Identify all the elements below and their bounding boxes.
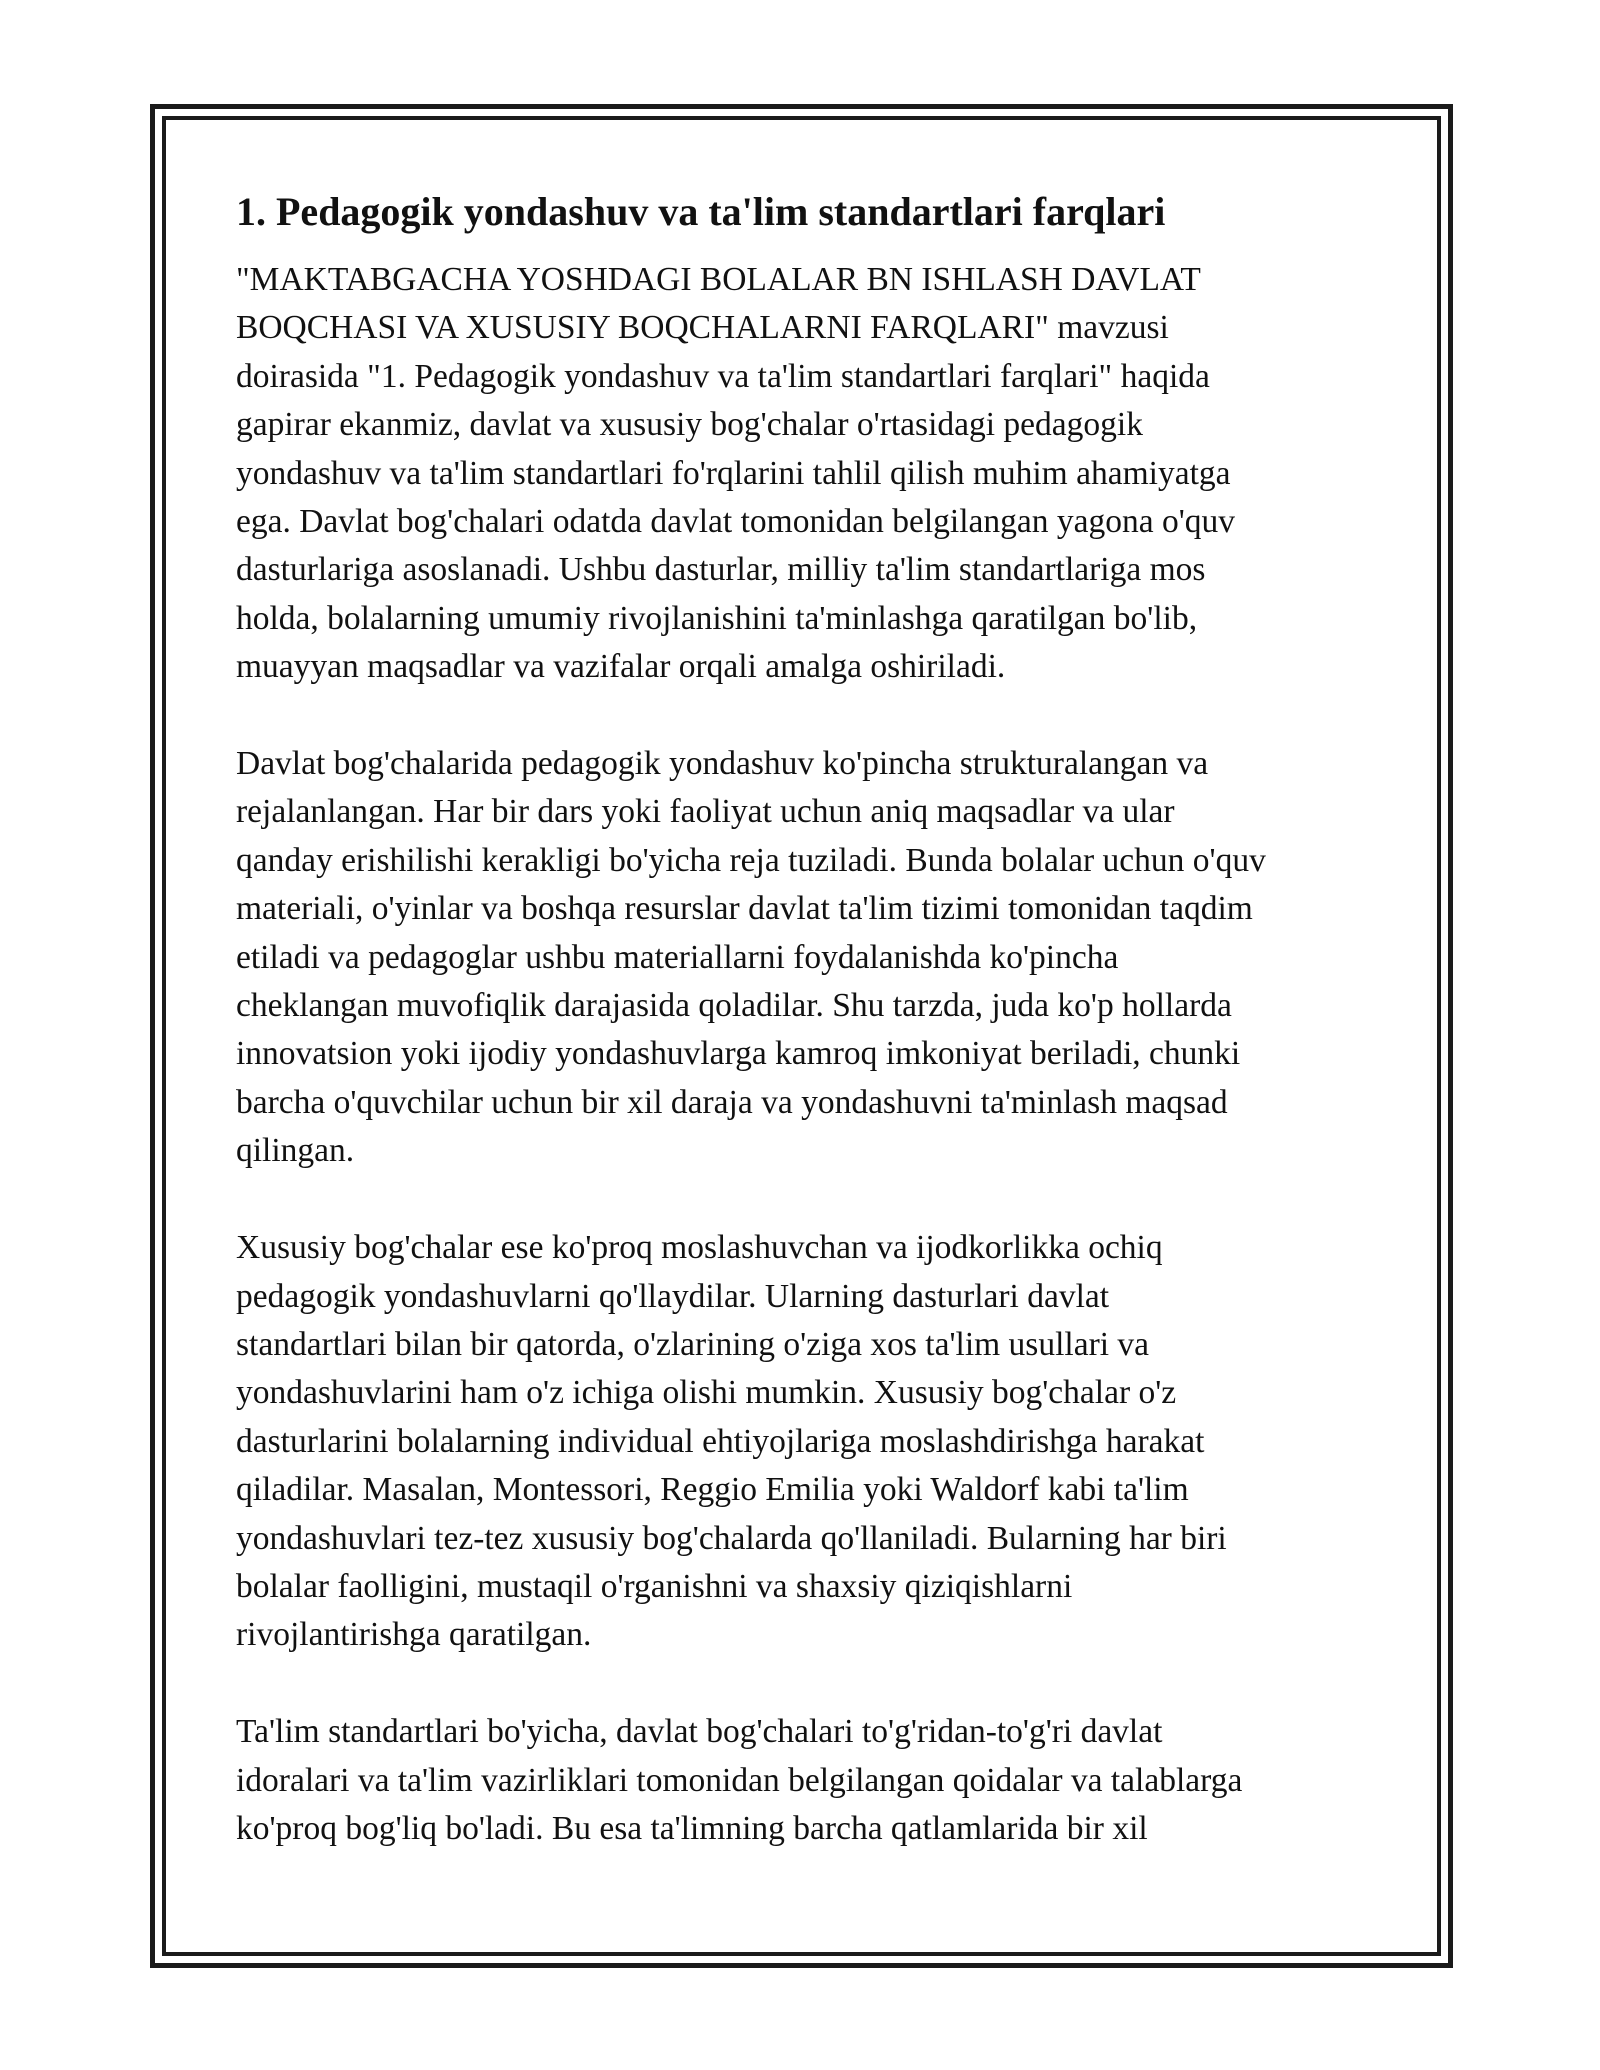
paragraph-line: barcha o'quvchilar uchun bir xil daraja va yondashuvni ta'minlash maqsad	[236, 1083, 1228, 1121]
paragraph-line: yondashuv va ta'lim standartlari fo'rqlarini tahlil qilish muhim ahamiyatga	[236, 454, 1231, 492]
paragraph-line: pedagogik yondashuvlarni qo'llaydilar. Ularning dasturlari davlat	[236, 1277, 1110, 1315]
paragraph-line: innovatsion yoki ijodiy yondashuvlarga kamroq imkoniyat beriladi, chunki	[236, 1035, 1241, 1073]
paragraph-line: muayyan maqsadlar va vazifalar orqali amalga oshiriladi.	[236, 648, 1006, 686]
paragraph-line: yondashuvlari tez-tez xususiy bog'chalarda qo'llaniladi. Bularning har biri	[236, 1519, 1227, 1557]
document-body	[236, 184, 1376, 1902]
section-heading: 1. Pedagogik yondashuv va ta'lim standartlari farqlari	[236, 189, 1166, 234]
paragraph-line: qilingan.	[236, 1132, 355, 1170]
paragraph-line: qiladilar. Masalan, Montessori, Reggio Emilia yoki Waldorf kabi ta'lim	[236, 1471, 1189, 1509]
paragraph-line: Davlat bog'chalarida pedagogik yondashuv ko'pincha strukturalangan va	[236, 745, 1209, 783]
paragraph-line: cheklangan muvofiqlik darajasida qoladilar. Shu tarzda, juda ko'p hollarda	[236, 987, 1232, 1025]
paragraph-line: holda, bolalarning umumiy rivojlanishini ta'minlashga qaratilgan bo'lib,	[236, 599, 1198, 637]
paragraph-line: yondashuvlarini ham o'z ichiga olishi mumkin. Xususiy bog'chalar o'z	[236, 1374, 1177, 1412]
paragraph-line: rejalanlangan. Har bir dars yoki faoliyat uchun aniq maqsadlar va ular	[236, 793, 1175, 831]
paragraph-line: gapirar ekanmiz, davlat va xususiy bog'chalar o'rtasidagi pedagogik	[236, 406, 1143, 444]
paragraph-4	[236, 1708, 1376, 1853]
paragraph-line: dasturlarini bolalarning individual ehtiyojlariga moslashdirishga harakat	[236, 1422, 1205, 1460]
paragraph-line: dasturlariga asoslanadi. Ushbu dasturlar, milliy ta'lim standartlariga mos	[236, 551, 1206, 589]
paragraph-line: standartlari bilan bir qatorda, o'zlarining o'ziga xos ta'lim usullari va	[236, 1325, 1150, 1363]
paragraph-line: bolalar faolligini, mustaqil o'rganishni va shaxsiy qiziqishlarni	[236, 1567, 1073, 1605]
paragraph-line: ega. Davlat bog'chalari odatda davlat tomonidan belgilangan yagona o'quv	[236, 503, 1236, 541]
paragraph-line: materiali, o'yinlar va boshqa resurslar davlat ta'lim tizimi tomonidan taqdim	[236, 890, 1253, 928]
paragraph-line: rivojlantirishga qaratilgan.	[236, 1616, 592, 1654]
paragraph-line: BOQCHASI VA XUSUSIY BOQCHALARNI FARQLARI" mavzusi	[236, 309, 1169, 347]
paragraph-2	[236, 740, 1376, 1176]
paragraph-line: etiladi va pedagoglar ushbu materiallarni foydalanishda ko'pincha	[236, 938, 1119, 976]
paragraph-line: Xususiy bog'chalar ese ko'proq moslashuvchan va ijodkorlikka ochiq	[236, 1229, 1163, 1267]
paragraph-line: ko'proq bog'liq bo'ladi. Bu esa ta'limning barcha qatlamlarida bir xil	[236, 1809, 1148, 1847]
paragraph-1	[236, 256, 1376, 692]
paragraph-line: qanday erishilishi kerakligi bo'yicha reja tuziladi. Bunda bolalar uchun o'quv	[236, 841, 1266, 879]
paragraph-line: Ta'lim standartlari bo'yicha, davlat bog'chalari to'g'ridan-to'g'ri davlat	[236, 1713, 1163, 1751]
paragraph-line: "MAKTABGACHA YOSHDAGI BOLALAR BN ISHLASH DAVLAT	[236, 261, 1201, 298]
paragraph-line: doirasida "1. Pedagogik yondashuv va ta'lim standartlari farqlari" haqida	[236, 357, 1210, 395]
paragraph-3	[236, 1224, 1376, 1660]
paragraph-line: idoralari va ta'lim vazirliklari tomonidan belgilangan qoidalar va talablarga	[236, 1761, 1243, 1799]
